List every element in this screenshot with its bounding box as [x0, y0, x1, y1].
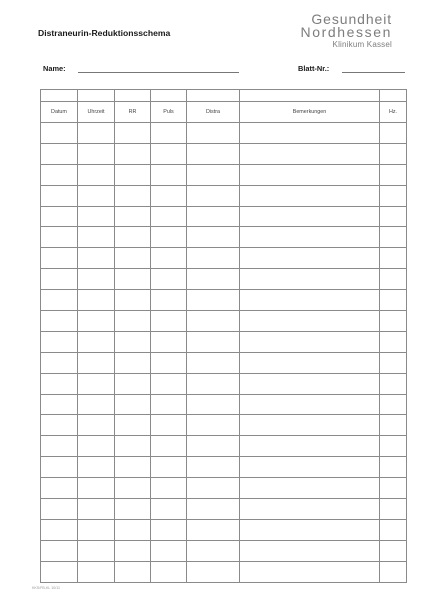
table-cell[interactable]: [151, 248, 187, 269]
table-cell[interactable]: [78, 373, 115, 394]
table-cell[interactable]: [78, 143, 115, 164]
table-cell[interactable]: [151, 394, 187, 415]
table-cell[interactable]: [240, 248, 380, 269]
table-cell[interactable]: [240, 519, 380, 540]
table-cell[interactable]: [78, 478, 115, 499]
table-cell[interactable]: [380, 185, 407, 206]
table-cell[interactable]: [380, 415, 407, 436]
table-cell[interactable]: [41, 123, 78, 144]
table-cell[interactable]: [78, 164, 115, 185]
table-row: [41, 352, 407, 373]
table-cell[interactable]: [115, 269, 151, 290]
table-cell[interactable]: [380, 540, 407, 561]
table-cell[interactable]: [380, 290, 407, 311]
column-header-rr: RR: [115, 102, 151, 123]
table-cell[interactable]: [41, 185, 78, 206]
table-cell[interactable]: [41, 478, 78, 499]
table-cell[interactable]: [41, 519, 78, 540]
table-row: [41, 519, 407, 540]
table-cell[interactable]: [187, 519, 240, 540]
table-row: [41, 540, 407, 561]
table-cell[interactable]: [41, 227, 78, 248]
table-header-row: [41, 102, 407, 123]
table-cell[interactable]: [41, 499, 78, 520]
table-cell[interactable]: [115, 478, 151, 499]
table-row: [41, 185, 407, 206]
table-cell[interactable]: [115, 394, 151, 415]
table-cell[interactable]: [78, 331, 115, 352]
table-row: [41, 478, 407, 499]
table-cell[interactable]: [41, 373, 78, 394]
table-cell[interactable]: [41, 394, 78, 415]
table-cell[interactable]: [187, 478, 240, 499]
table-cell[interactable]: [151, 227, 187, 248]
table-cell[interactable]: [240, 269, 380, 290]
table-row: [41, 269, 407, 290]
table-cell[interactable]: [240, 290, 380, 311]
table-cell[interactable]: [240, 394, 380, 415]
table-cell[interactable]: [240, 457, 380, 478]
table-cell[interactable]: [151, 415, 187, 436]
table-cell[interactable]: [115, 540, 151, 561]
table-cell[interactable]: [380, 519, 407, 540]
sheet-number-field[interactable]: [342, 72, 405, 73]
table-cell[interactable]: [115, 123, 151, 144]
table-row: [41, 311, 407, 332]
table-row: [41, 290, 407, 311]
table-cell[interactable]: [115, 519, 151, 540]
column-header-bemerkungen: Bemerkungen: [240, 102, 380, 123]
table-cell[interactable]: [187, 123, 240, 144]
table-cell[interactable]: [187, 248, 240, 269]
table-cell[interactable]: [187, 457, 240, 478]
table-cell[interactable]: [115, 499, 151, 520]
table-cell[interactable]: [187, 352, 240, 373]
table-cell[interactable]: [380, 248, 407, 269]
table-cell[interactable]: [78, 415, 115, 436]
table-cell[interactable]: [115, 311, 151, 332]
table-cell[interactable]: [240, 331, 380, 352]
table-cell[interactable]: [151, 269, 187, 290]
column-header-distra: Distra: [187, 102, 240, 123]
table-cell[interactable]: [151, 143, 187, 164]
table-cell[interactable]: [78, 290, 115, 311]
table-cell[interactable]: [187, 143, 240, 164]
table-cell[interactable]: [151, 519, 187, 540]
table-cell[interactable]: [380, 394, 407, 415]
table-cell[interactable]: [151, 457, 187, 478]
table-cell[interactable]: [187, 185, 240, 206]
table-cell[interactable]: [115, 561, 151, 582]
table-cell[interactable]: [115, 457, 151, 478]
table-cell[interactable]: [380, 227, 407, 248]
column-header-hz: Hz.: [380, 102, 407, 123]
table-cell[interactable]: [115, 164, 151, 185]
table-cell[interactable]: [380, 373, 407, 394]
table-cell[interactable]: [240, 227, 380, 248]
table-cell[interactable]: [115, 227, 151, 248]
table-cell[interactable]: [380, 352, 407, 373]
table-cell[interactable]: [380, 269, 407, 290]
table-row: [41, 499, 407, 520]
table-cell[interactable]: [151, 185, 187, 206]
table-cell[interactable]: [187, 227, 240, 248]
table-row: [41, 206, 407, 227]
table-row: [41, 331, 407, 352]
table-cell[interactable]: [78, 436, 115, 457]
table-cell[interactable]: [151, 290, 187, 311]
table-cell[interactable]: [380, 311, 407, 332]
table-cell[interactable]: [115, 185, 151, 206]
table-cell[interactable]: [187, 373, 240, 394]
table-cell[interactable]: [380, 331, 407, 352]
table-cell[interactable]: [240, 499, 380, 520]
table-cell[interactable]: [41, 457, 78, 478]
table-cell[interactable]: [240, 415, 380, 436]
table-cell[interactable]: [115, 290, 151, 311]
table-cell[interactable]: [380, 123, 407, 144]
table-cell[interactable]: [78, 394, 115, 415]
table-cell[interactable]: [41, 269, 78, 290]
name-label: Name:: [43, 64, 66, 73]
table-cell[interactable]: [380, 436, 407, 457]
name-field[interactable]: [78, 72, 239, 73]
table-row: [41, 415, 407, 436]
table-cell[interactable]: [41, 436, 78, 457]
logo-line-3: Klinikum Kassel: [332, 40, 392, 49]
table-cell[interactable]: [78, 269, 115, 290]
logo-line-2: Nordhessen: [300, 24, 392, 40]
table-cell[interactable]: [240, 540, 380, 561]
table-cell[interactable]: [41, 164, 78, 185]
table-cell[interactable]: [78, 499, 115, 520]
table-cell[interactable]: [240, 373, 380, 394]
table-row: [41, 227, 407, 248]
table-cell[interactable]: [41, 331, 78, 352]
table-cell[interactable]: [41, 248, 78, 269]
table-cell[interactable]: [78, 519, 115, 540]
table-cell[interactable]: [240, 561, 380, 582]
table-cell[interactable]: [151, 164, 187, 185]
table-cell[interactable]: [115, 415, 151, 436]
table-row: [41, 394, 407, 415]
table-cell[interactable]: [78, 185, 115, 206]
table-cell[interactable]: [240, 123, 380, 144]
table-cell[interactable]: [41, 311, 78, 332]
table-cell[interactable]: [41, 415, 78, 436]
table-cell[interactable]: [187, 415, 240, 436]
table-cell[interactable]: [115, 436, 151, 457]
document-title: Distraneurin-Reduktionsschema: [38, 28, 171, 38]
table-cell[interactable]: [151, 311, 187, 332]
table-cell[interactable]: [41, 352, 78, 373]
table-cell[interactable]: [380, 143, 407, 164]
table-cell[interactable]: [41, 206, 78, 227]
table-cell[interactable]: [151, 478, 187, 499]
table-cell[interactable]: [187, 499, 240, 520]
table-cell[interactable]: [240, 352, 380, 373]
table-cell[interactable]: [240, 164, 380, 185]
table-cell[interactable]: [187, 290, 240, 311]
table-cell[interactable]: [240, 436, 380, 457]
table-cell[interactable]: [78, 457, 115, 478]
clinic-logo: [301, 12, 393, 49]
form-code: KKS/FB-KL 10/11: [32, 586, 60, 590]
column-header-datum: Datum: [41, 102, 78, 123]
table-cell[interactable]: [115, 143, 151, 164]
table-cell[interactable]: [240, 478, 380, 499]
table-cell[interactable]: [151, 123, 187, 144]
table-cell[interactable]: [187, 311, 240, 332]
table-cell[interactable]: [151, 499, 187, 520]
table-cell[interactable]: [151, 331, 187, 352]
reduction-log-table: [40, 89, 406, 580]
table-cell[interactable]: [78, 123, 115, 144]
table-cell[interactable]: [41, 290, 78, 311]
table-cell[interactable]: [151, 373, 187, 394]
table-row: [41, 143, 407, 164]
table-cell[interactable]: [151, 352, 187, 373]
table-cell[interactable]: [78, 540, 115, 561]
table-cell[interactable]: [78, 352, 115, 373]
table-cell[interactable]: [380, 206, 407, 227]
table-cell[interactable]: [115, 248, 151, 269]
table-cell[interactable]: [78, 561, 115, 582]
table-cell[interactable]: [187, 436, 240, 457]
table-cell[interactable]: [115, 206, 151, 227]
table-cell[interactable]: [187, 540, 240, 561]
table-cell[interactable]: [187, 394, 240, 415]
table-cell[interactable]: [115, 331, 151, 352]
table-cell[interactable]: [151, 206, 187, 227]
table-cell[interactable]: [41, 561, 78, 582]
table-cell[interactable]: [187, 561, 240, 582]
table-cell[interactable]: [78, 248, 115, 269]
table-cell[interactable]: [240, 311, 380, 332]
table-row: [41, 164, 407, 185]
table-cell[interactable]: [115, 352, 151, 373]
table-cell[interactable]: [78, 227, 115, 248]
table-cell[interactable]: [380, 561, 407, 582]
table-cell[interactable]: [41, 143, 78, 164]
table-cell[interactable]: [240, 206, 380, 227]
table-cell[interactable]: [380, 478, 407, 499]
table-spacer-row: [41, 90, 407, 102]
column-header-puls: Puls: [151, 102, 187, 123]
table-cell[interactable]: [41, 540, 78, 561]
table-cell[interactable]: [380, 164, 407, 185]
table-row: [41, 561, 407, 582]
table-cell[interactable]: [380, 499, 407, 520]
table-cell[interactable]: [240, 185, 380, 206]
table-cell[interactable]: [78, 206, 115, 227]
table-cell[interactable]: [187, 164, 240, 185]
table-cell[interactable]: [151, 436, 187, 457]
table-row: [41, 123, 407, 144]
table-cell[interactable]: [187, 331, 240, 352]
table-cell[interactable]: [78, 311, 115, 332]
table-cell[interactable]: [380, 457, 407, 478]
table-row: [41, 457, 407, 478]
table-cell[interactable]: [115, 373, 151, 394]
table-cell[interactable]: [151, 561, 187, 582]
table-cell[interactable]: [151, 540, 187, 561]
table-row: [41, 436, 407, 457]
column-header-uhrzeit: Uhrzeit: [78, 102, 115, 123]
table-cell[interactable]: [240, 143, 380, 164]
logo-line-1: Gesundheit: [311, 11, 392, 27]
table-cell[interactable]: [187, 206, 240, 227]
table-cell[interactable]: [187, 269, 240, 290]
table-row: [41, 373, 407, 394]
table-row: [41, 248, 407, 269]
sheet-number-label: Blatt-Nr.:: [298, 64, 330, 73]
